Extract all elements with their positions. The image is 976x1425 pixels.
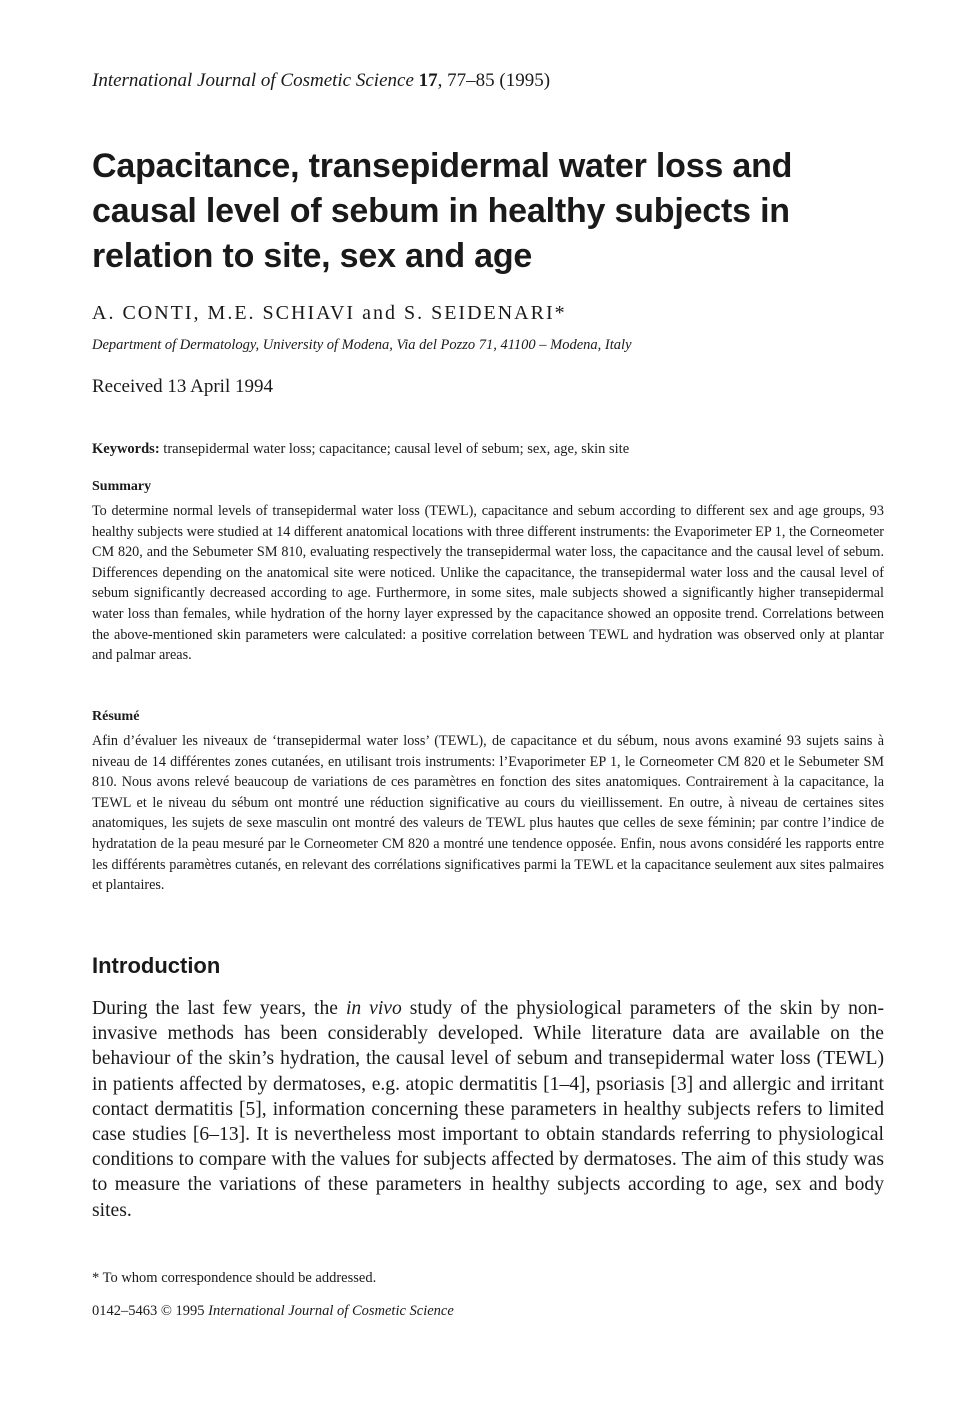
intro-text-part-1: During the last few years, the bbox=[92, 998, 346, 1019]
journal-citation bbox=[92, 70, 550, 92]
intro-italic-term: in vivo bbox=[345, 998, 402, 1019]
copyright-journal: International Journal of Cosmetic Science bbox=[208, 1303, 454, 1319]
journal-name: International Journal of Cosmetic Science bbox=[92, 70, 414, 91]
correspondence-footnote: * To whom correspondence should be addressed. bbox=[92, 1270, 377, 1286]
introduction-heading: Introduction bbox=[92, 953, 221, 978]
article-authors: A. CONTI, M.E. SCHIAVI and S. SEIDENARI* bbox=[92, 302, 567, 324]
introduction-text bbox=[92, 996, 884, 1223]
summary-heading: Summary bbox=[92, 479, 152, 494]
resume-text: Afin d’évaluer les niveaux de ‘transepidermal water loss’ (TEWL), de capacitance et du sébum, nous avons examiné 93 sujets sains à niveau de 14 différentes zones cutanées, en utilisant trois instruments: l’Evaporimeter EP 1, le Corneometer CM 820 et le Sebumeter SM 810. Nous avons relevé beaucoup de variations de ces paramètres en fonction des sites anatomiques. Contrairement à la capacitance, la TEWL et le niveau du sébum ont montré une réduction significative au cours du vieillissement. En outre, à niveau de certaines sites anatomiques, les sujets de sexe masculin ont montré des valeurs de TEWL plus hautes que celles de sexe féminin; par contre l’indice de hydratation de la peau mesuré par le Corneometer CM 820 a montré une tendence opposée. Enfin, nous avons considéré les rapports entre les différents paramètres cutanés, en relevant des corrélations significatives parmi la TEWL et la capacitance seulement aux sites palmaires et plantaires. bbox=[92, 733, 884, 894]
article-title: Capacitance, transepidermal water loss and causal level of sebum in healthy subjects in relation to site, sex and age bbox=[92, 147, 793, 275]
received-date: Received 13 April 1994 bbox=[92, 376, 273, 397]
intro-text-part-2: study of the physiological parameters of the skin by non-invasive methods has been considerably developed. While literature data are available on the behaviour of the skin’s hydration, the causal level of sebum and transepidermal water loss (TEWL) in patients affected by dermatoses, e.g. atopic dermatitis [1–4], psoriasis [3] and allergic and irritant contact dermatitis [5], information concerning these parameters in healthy subjects refers to limited case studies [6–13]. It is nevertheless most important to obtain standards referring to physiological conditions to compare with the values for subjects affected by dermatoses. The aim of this study was to measure the variations of these parameters in healthy subjects according to age, sex and body sites. bbox=[92, 998, 884, 1221]
copyright-line bbox=[92, 1303, 454, 1320]
journal-volume: 17 bbox=[418, 70, 438, 91]
author-affiliation: Department of Dermatology, University of Modena, Via del Pozzo 71, 41100 – Modena, Italy bbox=[92, 337, 632, 353]
keywords-text: transepidermal water loss; capacitance; causal level of sebum; sex, age, skin site bbox=[159, 441, 630, 457]
journal-pages-year: , 77–85 (1995) bbox=[437, 70, 551, 91]
issn-copyright: 0142–5463 © 1995 bbox=[92, 1303, 209, 1319]
summary-text: To determine normal levels of transepidermal water loss (TEWL), capacitance and sebum according to different sex and age groups, 93 healthy subjects were studied at 14 different anatomical locations with three different instruments: the Evaporimeter EP 1, the Corneometer CM 820, and the Sebumeter SM 810, evaluating respectively the transepidermal water loss, the capacitance and the causal level of sebum. Differences depending on the anatomical site were noticed. Unlike the capacitance, the transepidermal water loss and the causal level of sebum significantly decreased according to age. Furthermore, in some sites, male subjects showed a significantly higher transepidermal water loss than females, while hydration of the horny layer expressed by the capacitance showed an opposite trend. Correlations between the above-mentioned skin parameters were calculated: a positive correlation between TEWL and hydration was observed only at plantar and palmar areas. bbox=[92, 503, 884, 664]
resume-heading: Résumé bbox=[92, 709, 140, 724]
keywords-line bbox=[92, 441, 629, 458]
keywords-label: Keywords: bbox=[92, 441, 160, 457]
